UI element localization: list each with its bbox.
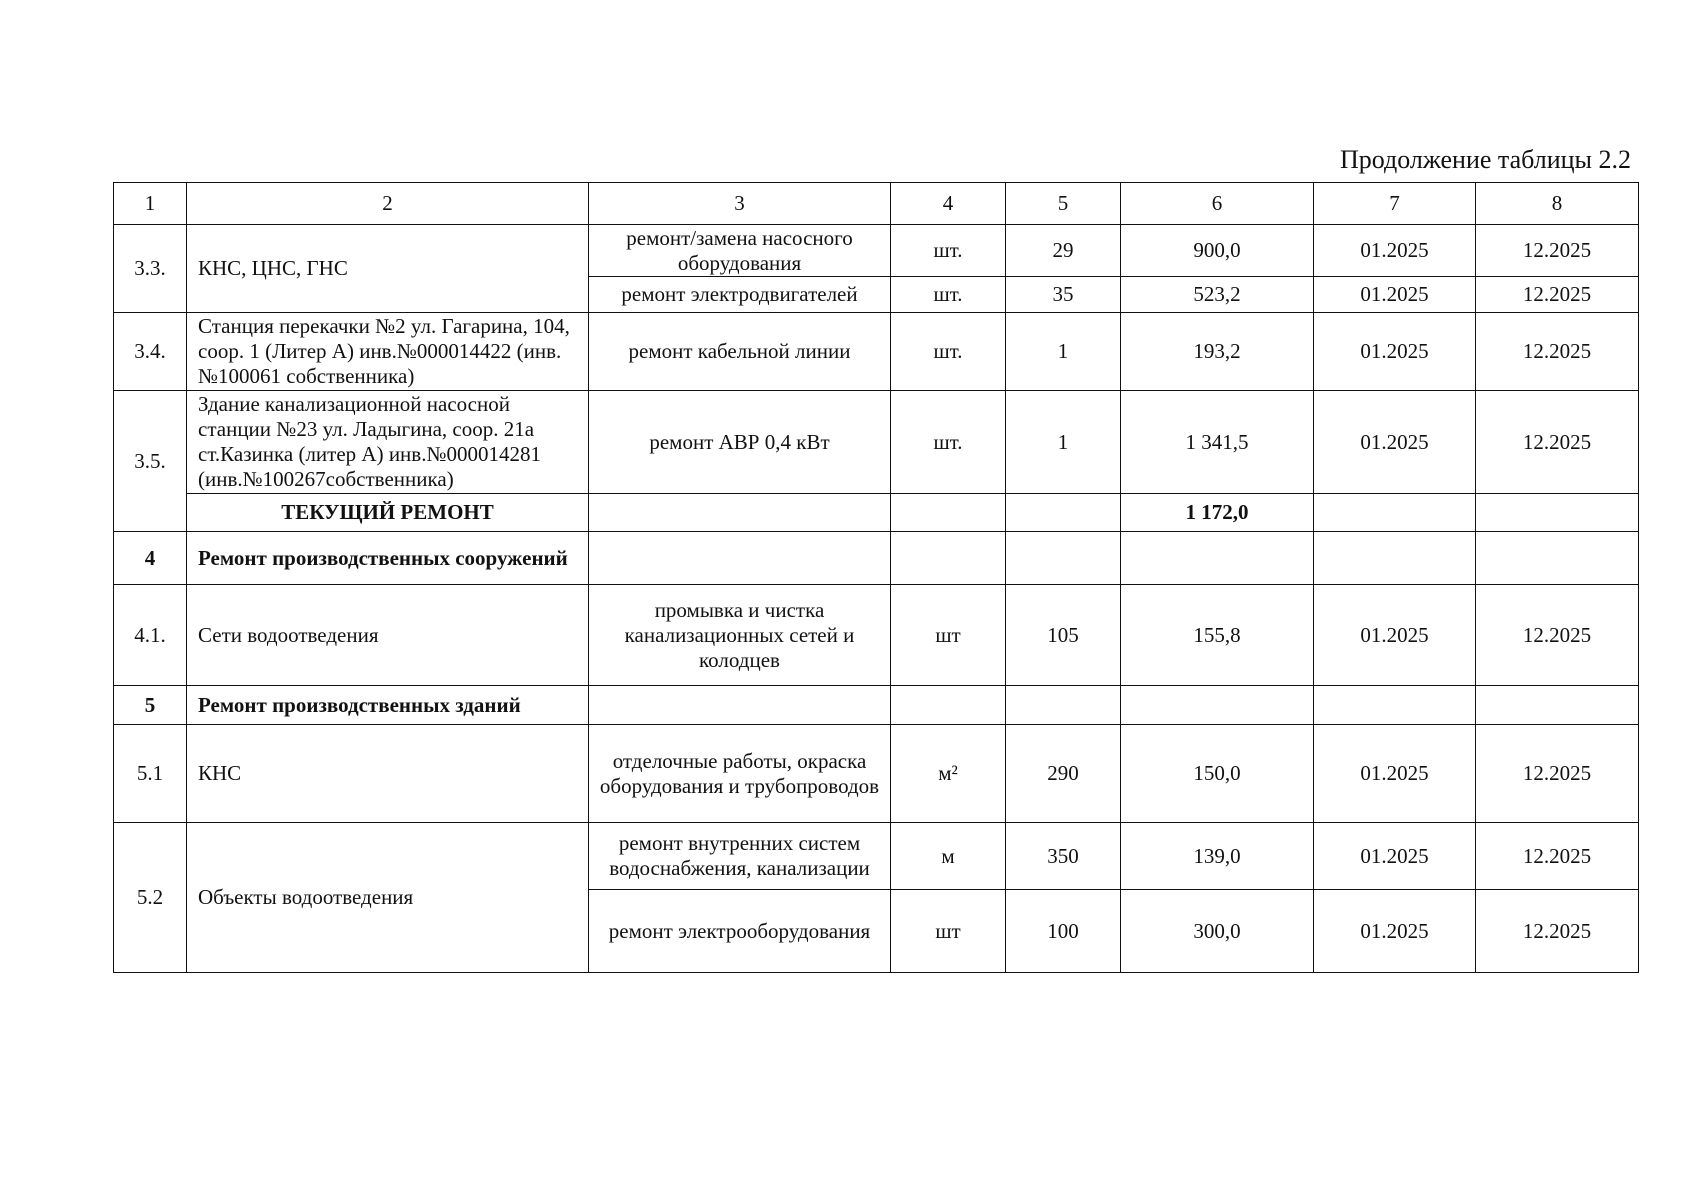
cost: 900,0 [1121,225,1314,277]
end-date: 12.2025 [1476,313,1639,391]
work-description: ремонт кабельной линии [589,313,891,391]
empty-cell [1476,494,1639,532]
section-title: Ремонт производственных сооружений [187,532,589,585]
work-description: ремонт электрооборудования [589,890,891,973]
quantity: 100 [1006,890,1121,973]
row-number: 3.5. [114,391,187,532]
row-number: 3.4. [114,313,187,391]
empty-cell [589,686,891,725]
table-row [114,225,1639,277]
end-date: 12.2025 [1476,277,1639,313]
subtotal-cost: 1 172,0 [1121,494,1314,532]
empty-cell [589,494,891,532]
column-number-1: 1 [114,183,187,225]
object-name: КНС, ЦНС, ГНС [187,225,589,313]
quantity: 290 [1006,725,1121,823]
empty-cell [1121,686,1314,725]
table-row [114,823,1639,890]
end-date: 12.2025 [1476,225,1639,277]
cost: 193,2 [1121,313,1314,391]
row-number: 5.2 [114,823,187,973]
work-description: отделочные работы, окраска оборудования и трубопроводов [589,725,891,823]
quantity: 35 [1006,277,1121,313]
subtotal-row [114,494,1639,532]
column-number-6: 6 [1121,183,1314,225]
unit: шт. [891,313,1006,391]
empty-cell [589,532,891,585]
start-date: 01.2025 [1314,313,1476,391]
start-date: 01.2025 [1314,890,1476,973]
quantity: 1 [1006,391,1121,494]
work-description: промывка и чистка канализационных сетей и колодцев [589,585,891,686]
column-number-7: 7 [1314,183,1476,225]
cost: 300,0 [1121,890,1314,973]
empty-cell [1006,532,1121,585]
empty-cell [1314,494,1476,532]
table-caption: Продолжение таблицы 2.2 [1340,145,1631,174]
object-name: Станция перекачки №2 ул. Гагарина, 104, соор. 1 (Литер А) инв.№000014422 (инв.№100061 собственника) [187,313,589,391]
cost: 155,8 [1121,585,1314,686]
section-row [114,532,1639,585]
end-date: 12.2025 [1476,585,1639,686]
empty-cell [1314,686,1476,725]
column-number-3: 3 [589,183,891,225]
empty-cell [1476,532,1639,585]
work-description: ремонт электродвигателей [589,277,891,313]
work-description: ремонт внутренних систем водоснабжения, канализации [589,823,891,890]
object-name: КНС [187,725,589,823]
table-row [114,585,1639,686]
column-number-5: 5 [1006,183,1121,225]
column-number-8: 8 [1476,183,1639,225]
unit: шт [891,890,1006,973]
table-row [114,313,1639,391]
unit: м² [891,725,1006,823]
section-number: 4 [114,532,187,585]
start-date: 01.2025 [1314,823,1476,890]
column-number-2: 2 [187,183,589,225]
row-number: 5.1 [114,725,187,823]
quantity: 1 [1006,313,1121,391]
unit: шт. [891,225,1006,277]
unit: шт [891,585,1006,686]
cost: 523,2 [1121,277,1314,313]
start-date: 01.2025 [1314,277,1476,313]
empty-cell [1314,532,1476,585]
empty-cell [1476,686,1639,725]
unit: м [891,823,1006,890]
empty-cell [1006,494,1121,532]
empty-cell [891,532,1006,585]
object-name: Сети водоотведения [187,585,589,686]
start-date: 01.2025 [1314,725,1476,823]
section-number: 5 [114,686,187,725]
quantity: 29 [1006,225,1121,277]
start-date: 01.2025 [1314,585,1476,686]
table-row [114,725,1639,823]
end-date: 12.2025 [1476,823,1639,890]
section-title: Ремонт производственных зданий [187,686,589,725]
object-name: Объекты водоотведения [187,823,589,973]
object-name: Здание канализационной насосной станции №23 ул. Ладыгина, соор. 21а ст.Казинка (литер А) инв.№000014281 (инв.№100267собственника) [187,391,589,494]
start-date: 01.2025 [1314,225,1476,277]
row-number: 4.1. [114,585,187,686]
table-row [114,391,1639,494]
end-date: 12.2025 [1476,725,1639,823]
cost: 1 341,5 [1121,391,1314,494]
work-description: ремонт/замена насосного оборудования [589,225,891,277]
header-row [114,183,1639,225]
start-date: 01.2025 [1314,391,1476,494]
section-row [114,686,1639,725]
subtotal-label: ТЕКУЩИЙ РЕМОНТ [187,494,589,532]
row-number: 3.3. [114,225,187,313]
unit: шт. [891,391,1006,494]
cost: 150,0 [1121,725,1314,823]
cost: 139,0 [1121,823,1314,890]
empty-cell [1121,532,1314,585]
empty-cell [891,494,1006,532]
empty-cell [1006,686,1121,725]
unit: шт. [891,277,1006,313]
empty-cell [891,686,1006,725]
work-description: ремонт АВР 0,4 кВт [589,391,891,494]
column-number-4: 4 [891,183,1006,225]
quantity: 105 [1006,585,1121,686]
repair-plan-table [113,182,1639,973]
quantity: 350 [1006,823,1121,890]
end-date: 12.2025 [1476,890,1639,973]
end-date: 12.2025 [1476,391,1639,494]
